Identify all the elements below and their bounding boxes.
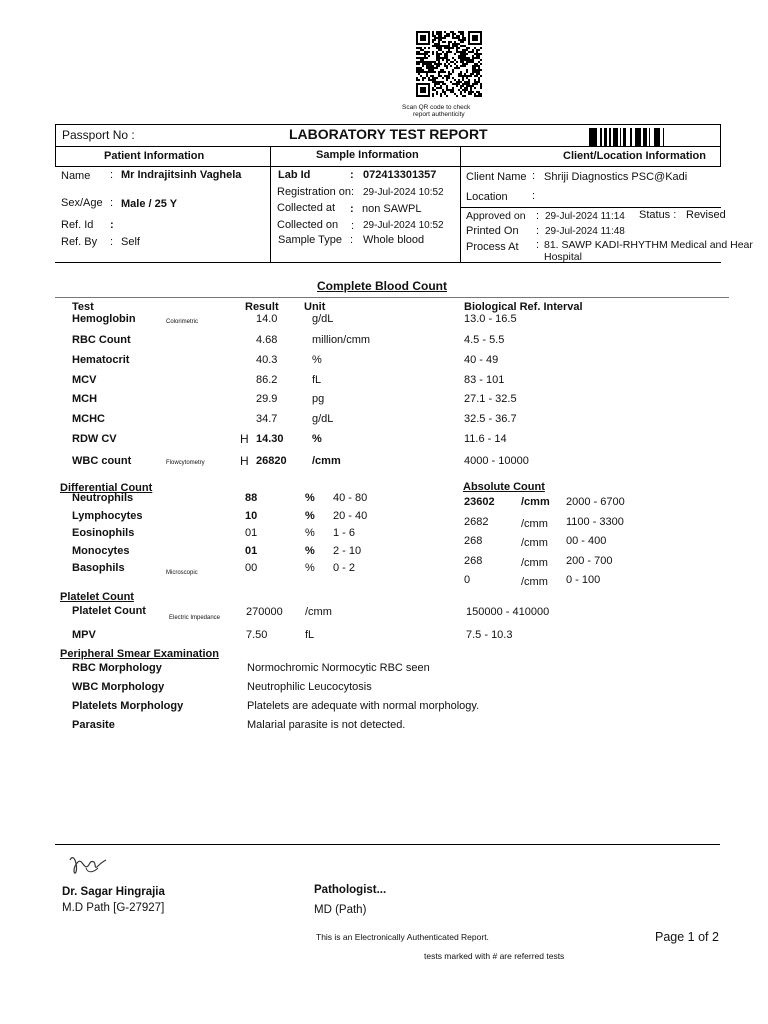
- test-unit: g/dL: [312, 313, 334, 325]
- test-ref: 83 - 101: [464, 374, 505, 386]
- platelet-unit: fL: [305, 629, 315, 641]
- abs-unit: /cmm: [521, 496, 550, 508]
- test-result: 26820: [256, 455, 287, 467]
- col-unit: Unit: [304, 301, 326, 313]
- colon: :: [350, 203, 354, 215]
- diff-unit: %: [305, 510, 315, 522]
- patient-sexage: Male / 25 Y: [121, 198, 178, 210]
- diff-name: Basophils: [72, 562, 125, 574]
- test-unit: fL: [312, 374, 322, 386]
- section-client-info: Client/Location Information: [563, 150, 706, 162]
- test-unit: g/dL: [312, 413, 334, 425]
- abs-value: 0: [464, 574, 471, 586]
- smear-title: Peripheral Smear Examination: [60, 648, 219, 660]
- qr-code-icon: [416, 31, 482, 97]
- sample-type-label: Sample Type: [278, 234, 343, 246]
- test-name: RDW CV: [72, 433, 117, 445]
- diff-name: Neutrophils: [72, 492, 134, 504]
- registration-on: 29-Jul-2024 10:52: [363, 187, 444, 198]
- platelet-title: Platelet Count: [60, 591, 134, 603]
- col-test: Test: [72, 301, 94, 313]
- diff-value: 01: [245, 545, 258, 557]
- differential-title: Differential Count: [60, 482, 153, 494]
- colon: :: [110, 219, 114, 231]
- test-unit: million/cmm: [312, 334, 371, 346]
- signature-icon: [64, 846, 112, 882]
- test-method: Colorimetric: [166, 319, 199, 325]
- client-name-label: Client Name: [466, 171, 527, 183]
- approved-on: 29-Jul-2024 11:14: [545, 211, 625, 222]
- test-name: MCHC: [72, 413, 105, 425]
- diff-name: Monocytes: [72, 545, 130, 557]
- diff-ref: 40 - 80: [333, 492, 368, 504]
- printed-on: 29-Jul-2024 11:48: [545, 226, 625, 237]
- diff-ref: 20 - 40: [333, 510, 368, 522]
- abs-unit: /cmm: [521, 576, 548, 588]
- registration-label: Registration on: [277, 186, 351, 198]
- test-ref: 40 - 49: [464, 354, 499, 366]
- client-name: Shriji Diagnostics PSC@Kadi: [544, 171, 688, 183]
- high-flag: H: [240, 454, 249, 468]
- patient-name: Mr Indrajitsinh Vaghela: [121, 169, 242, 181]
- platelet-value: 270000: [246, 606, 283, 618]
- abs-ref: 0 - 100: [566, 574, 601, 586]
- colon: :: [536, 239, 540, 251]
- abs-value: 23602: [464, 496, 495, 508]
- diff-unit: %: [305, 545, 315, 557]
- section-sample-info: Sample Information: [316, 149, 419, 161]
- abs-ref: 2000 - 6700: [566, 496, 625, 508]
- diff-name: Eosinophils: [72, 527, 135, 539]
- colon: :: [110, 197, 114, 209]
- pathologist-degree: MD (Path): [314, 904, 367, 916]
- abs-value: 268: [464, 535, 483, 547]
- test-method: Flowcytometry: [166, 460, 205, 466]
- high-flag: H: [240, 432, 249, 446]
- approved-label: Approved on: [466, 210, 526, 222]
- report-title: LABORATORY TEST REPORT: [289, 126, 488, 142]
- colon: :: [532, 190, 536, 202]
- diff-ref: 1 - 6: [333, 527, 356, 539]
- process-at-line1: 81. SAWP KADI-RHYTHM Medical and Hear: [544, 239, 753, 251]
- refby-label: Ref. By: [61, 236, 98, 248]
- diff-ref: 2 - 10: [333, 545, 362, 557]
- platelet-unit: /cmm: [305, 606, 332, 618]
- colon: :: [350, 234, 354, 246]
- test-ref: 11.6 - 14: [464, 433, 507, 445]
- diff-value: 10: [245, 510, 258, 522]
- smear-name: Platelets Morphology: [72, 700, 184, 712]
- status-value: Revised: [686, 209, 726, 221]
- location-label: Location: [466, 191, 508, 203]
- doctor-reg: M.D Path [G-27927]: [62, 902, 165, 914]
- test-result: 40.3: [256, 354, 278, 366]
- test-result: 86.2: [256, 374, 278, 386]
- absolute-title: Absolute Count: [463, 481, 545, 493]
- diff-unit: %: [305, 492, 315, 504]
- test-result: 34.7: [256, 413, 278, 425]
- abs-unit: /cmm: [521, 537, 548, 549]
- test-ref: 4000 - 10000: [464, 455, 529, 467]
- smear-name: WBC Morphology: [72, 681, 165, 693]
- test-result: 4.68: [256, 334, 278, 346]
- auth-note: This is an Electronically Authenticated Report.: [316, 932, 489, 942]
- col-ref: Biological Ref. Interval: [464, 301, 583, 313]
- colon: :: [532, 170, 536, 182]
- collected-on: 29-Jul-2024 10:52: [363, 220, 444, 231]
- diff-name: Lymphocytes: [72, 510, 143, 522]
- colon: :: [110, 236, 114, 248]
- section-title: Complete Blood Count: [317, 279, 447, 293]
- smear-name: RBC Morphology: [72, 662, 162, 674]
- abs-ref: 00 - 400: [566, 535, 607, 547]
- diff-value: 88: [245, 492, 258, 504]
- smear-value: Normochromic Normocytic RBC seen: [247, 662, 430, 674]
- platelet-ref: 7.5 - 10.3: [466, 629, 513, 641]
- test-name: MCV: [72, 374, 97, 386]
- lab-id: 072413301357: [363, 169, 437, 181]
- referred-note: tests marked with # are referred tests: [424, 951, 565, 961]
- process-at-line2: Hospital: [544, 251, 582, 263]
- test-result: 14.30: [256, 433, 284, 445]
- test-name: Hemoglobin: [72, 313, 136, 325]
- test-unit: pg: [312, 393, 325, 405]
- test-method: Microscopic: [166, 570, 198, 576]
- passport-label: Passport No :: [62, 128, 135, 142]
- platelet-name: Platelet Count: [72, 605, 146, 617]
- abs-ref: 200 - 700: [566, 555, 613, 567]
- test-ref: 13.0 - 16.5: [464, 313, 517, 325]
- qr-caption-line2: report authenticity: [413, 111, 465, 118]
- smear-value: Platelets are adequate with normal morphology.: [247, 700, 480, 712]
- collected-at-label: Collected at: [277, 202, 336, 214]
- diff-ref: 0 - 2: [333, 562, 356, 574]
- pathologist-role: Pathologist...: [314, 884, 387, 896]
- colon: :: [110, 169, 114, 181]
- abs-ref: 1100 - 3300: [566, 516, 624, 528]
- labid-label: Lab Id: [278, 169, 311, 181]
- smear-value: Neutrophilic Leucocytosis: [247, 681, 372, 693]
- test-method: Electric Impedance: [169, 615, 221, 621]
- diff-value: 01: [245, 527, 258, 539]
- col-result: Result: [245, 301, 279, 313]
- colon: :: [351, 220, 355, 232]
- section-patient-info: Patient Information: [104, 150, 205, 162]
- diff-unit: %: [305, 562, 315, 574]
- test-ref: 27.1 - 32.5: [464, 393, 517, 405]
- test-name: RBC Count: [72, 334, 131, 346]
- platelet-ref: 150000 - 410000: [466, 606, 550, 618]
- test-result: 29.9: [256, 393, 278, 405]
- colon: :: [350, 169, 354, 181]
- test-ref: 4.5 - 5.5: [464, 334, 505, 346]
- sample-type: Whole blood: [363, 234, 425, 246]
- page-number: Page 1 of 2: [655, 930, 719, 944]
- test-name: MCH: [72, 393, 98, 405]
- diff-unit: %: [305, 527, 315, 539]
- test-ref: 32.5 - 36.7: [464, 413, 517, 425]
- patient-refby: Self: [121, 236, 140, 248]
- test-name: WBC count: [72, 455, 132, 467]
- platelet-name: MPV: [72, 629, 96, 641]
- diff-value: 00: [245, 562, 258, 574]
- colon: :: [536, 225, 540, 237]
- test-result: 14.0: [256, 313, 278, 325]
- test-unit: %: [312, 354, 322, 366]
- doctor-name: Dr. Sagar Hingrajia: [62, 886, 165, 898]
- barcode-icon: [589, 128, 665, 146]
- test-name: Hematocrit: [72, 354, 130, 366]
- smear-value: Malarial parasite is not detected.: [247, 719, 406, 731]
- test-unit: /cmm: [312, 455, 341, 467]
- smear-name: Parasite: [72, 719, 115, 731]
- printed-label: Printed On: [466, 225, 519, 237]
- test-unit: %: [312, 433, 322, 445]
- abs-value: 268: [464, 555, 483, 567]
- sexage-label: Sex/Age: [61, 197, 103, 209]
- platelet-value: 7.50: [246, 629, 268, 641]
- abs-unit: /cmm: [521, 557, 548, 569]
- status-label: Status :: [639, 209, 677, 221]
- process-label: Process At: [466, 241, 519, 253]
- refid-label: Ref. Id: [61, 219, 94, 231]
- colon: :: [536, 210, 540, 222]
- colon: :: [351, 186, 355, 198]
- collected-on-label: Collected on: [277, 219, 339, 231]
- patient-name-label: Name: [61, 170, 91, 182]
- abs-value: 2682: [464, 516, 489, 528]
- collected-at: non SAWPL: [362, 203, 422, 215]
- abs-unit: /cmm: [521, 518, 548, 530]
- qr-caption-line1: Scan QR code to check: [402, 104, 471, 111]
